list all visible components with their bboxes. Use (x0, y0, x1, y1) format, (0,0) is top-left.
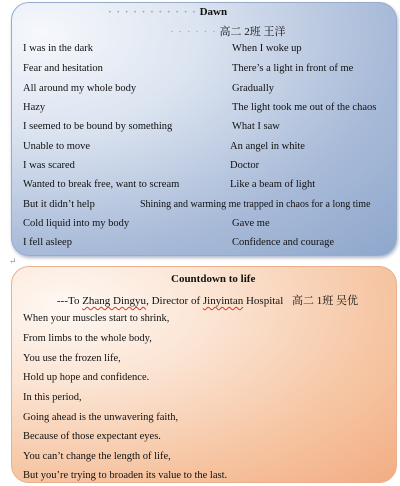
right-line: Doctor (230, 160, 260, 171)
left-line: All around my whole body (23, 83, 137, 94)
leader-dots: · · · · · · · · · · · (108, 6, 197, 18)
right-line: There’s a light in front of me (232, 63, 354, 74)
poem-line: You use the frozen life, (23, 353, 121, 364)
poem-line: You can’t change the length of life, (23, 451, 171, 462)
right-line: Shining and warming me trapped in chaos for a long time (140, 199, 371, 210)
poem-byline-row (170, 23, 285, 39)
left-line: Wanted to break free, want to scream (23, 179, 180, 190)
dedication-place: Jinyintan (202, 295, 244, 307)
right-line: Gave me (232, 218, 270, 229)
dedication-suffix: Hospital (243, 295, 284, 307)
right-line: Gradually (232, 83, 274, 94)
poem-line: But you’re trying to broaden its value to the last. (23, 470, 228, 481)
left-line: But it didn’t help (23, 199, 95, 210)
paragraph-mark-icon: ↵ (9, 256, 17, 266)
left-line: Cold liquid into my body (23, 218, 130, 229)
right-line: Like a beam of light (230, 179, 316, 190)
right-line: When I woke up (232, 43, 302, 54)
poem-title: Dawn (199, 6, 228, 18)
left-line: Fear and hesitation (23, 63, 103, 74)
left-line: I was in the dark (23, 43, 93, 54)
poem-line: From limbs to the whole body, (23, 333, 152, 344)
poem-line: Going ahead is the unwavering faith, (23, 412, 179, 423)
poem-line: Hold up hope and confidence. (23, 372, 150, 383)
poem-title: Countdown to life (171, 273, 256, 285)
poem-line: In this period, (23, 392, 82, 403)
poem-title-row (108, 6, 227, 18)
left-line: I was scared (23, 160, 75, 171)
leader-dots: · · · · · · (170, 26, 217, 38)
poem-byline: 高二 1班 吴优 (292, 295, 358, 307)
poem-dedication (57, 292, 358, 308)
poem-card-countdown (11, 266, 397, 483)
left-line: Hazy (23, 102, 46, 113)
dedication-prefix: ---To (57, 295, 83, 307)
right-line: What I saw (232, 121, 280, 132)
right-line: An angel in white (230, 141, 305, 152)
poem-card-dawn (11, 2, 397, 256)
poem-line: When your muscles start to shrink, (23, 313, 170, 324)
right-line: Confidence and courage (232, 237, 335, 248)
left-line: I seemed to be bound by something (23, 121, 173, 132)
poem-byline: 高二 2班 王洋 (219, 26, 286, 38)
poem-line: Because of those expectant eyes. (23, 431, 161, 442)
dedication-name: Zhang Dingyu (82, 295, 147, 307)
left-line: Unable to move (23, 141, 91, 152)
dedication-mid: , Director of (146, 295, 203, 307)
left-line: I fell asleep (23, 237, 72, 248)
right-line: The light took me out of the chaos (232, 102, 377, 113)
